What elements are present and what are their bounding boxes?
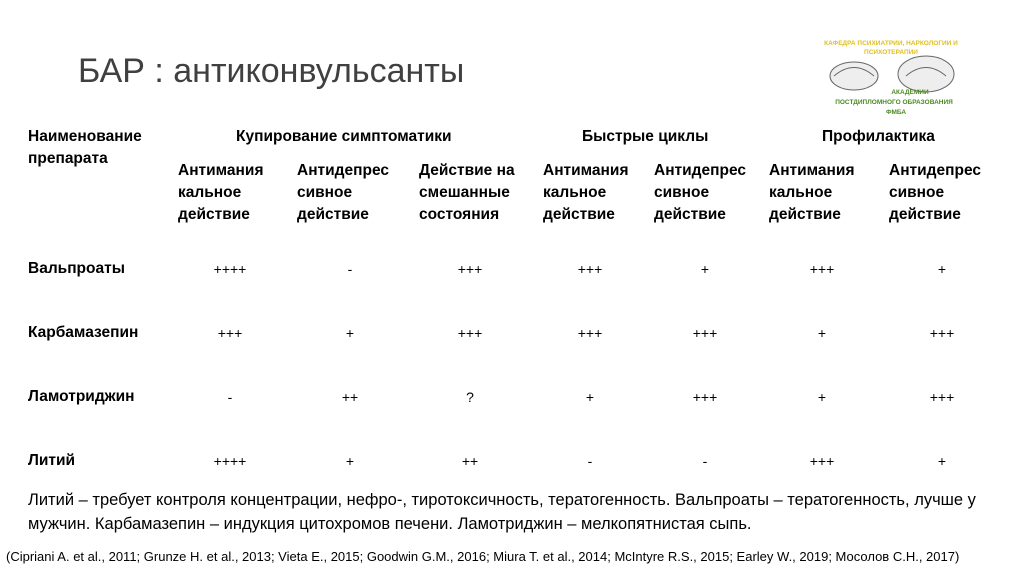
table-cell: ++++ (213, 453, 247, 469)
table-cell: +++ (457, 261, 483, 277)
references: (Cipriani A. et al., 2011; Grunze H. et al., 2013; Vieta E., 2015; Goodwin G.M., 2016; Miura T. et al., 2014; McIntyre R.S., 2015; Earley W., 2019; Мосолов С.Н., 2017) (6, 549, 960, 564)
table-cell: +++ (217, 325, 243, 341)
drug-name: Ламотриджин (28, 388, 135, 405)
subheader: Антидепрес сивное действие (297, 162, 390, 223)
table-cell: +++ (692, 325, 718, 341)
table-cell: +++ (929, 389, 955, 405)
table-cell: - (587, 453, 593, 469)
table-cell: +++ (457, 325, 483, 341)
group-header-prophylaxis: Профилактика (822, 128, 935, 145)
table-cell: ++ (341, 389, 359, 405)
drug-name: Карбамазепин (28, 324, 139, 341)
group-header-rapid-cycling: Быстрые циклы (582, 128, 709, 145)
table-cell: +++ (692, 389, 718, 405)
table-cell: ++ (461, 453, 479, 469)
table-cell: +++ (809, 261, 835, 277)
table-cell: + (345, 453, 355, 469)
table-cell: + (817, 325, 827, 341)
table-cell: +++ (577, 261, 603, 277)
subheader: Антимания кальное действие (543, 162, 629, 223)
drug-name: Литий (28, 452, 76, 469)
svg-text:АКАДЕМИИ: АКАДЕМИИ (891, 89, 929, 96)
svg-text:ПОСТДИПЛОМНОГО ОБРАЗОВАНИЯ: ПОСТДИПЛОМНОГО ОБРАЗОВАНИЯ (835, 99, 953, 106)
svg-text:КАФЕДРА ПСИХИАТРИИ, НАРКОЛОГИИ: КАФЕДРА ПСИХИАТРИИ, НАРКОЛОГИИ И (824, 40, 958, 47)
drug-name: Вальпроаты (28, 260, 125, 277)
table-cell: + (700, 261, 710, 277)
svg-text:ПСИХОТЕРАПИИ: ПСИХОТЕРАПИИ (864, 49, 918, 56)
name-column-header: Наименование препарата (28, 128, 142, 167)
department-logo (822, 34, 960, 122)
svg-text:ФМБА: ФМБА (885, 109, 907, 116)
table-cell: +++ (929, 325, 955, 341)
table-cell: + (345, 325, 355, 341)
group-header-relief: Купирование симптоматики (236, 128, 452, 145)
table-cell: + (817, 389, 827, 405)
table-cell: + (585, 389, 595, 405)
table-cell: + (937, 261, 947, 277)
table-cell: - (702, 453, 708, 469)
table-cell: - (227, 389, 233, 405)
subheader: Антимания кальное действие (178, 162, 264, 223)
subheader: Действие на смешанные состояния (419, 162, 515, 223)
subheader: Антидепрес сивное действие (889, 162, 982, 223)
table-cell: ++++ (213, 261, 247, 277)
slide-title: БАР : антиконвульсанты (78, 52, 465, 90)
clinical-note: Литий – требует контроля концентрации, нефро-, тиротоксичность, тератогенность. Вальпроаты – тератогенность, лучше у мужчин. Карбамазепин – индукция цитохромов печени. Ламотриджин – мелкопятнистая сыпь. (28, 491, 976, 533)
table-cell: +++ (809, 453, 835, 469)
subheader: Антидепрес сивное действие (654, 162, 747, 223)
table-cell: + (937, 453, 947, 469)
table-cell: ? (466, 389, 474, 405)
subheader: Антимания кальное действие (769, 162, 855, 223)
table-cell: - (347, 261, 353, 277)
table-cell: +++ (577, 325, 603, 341)
